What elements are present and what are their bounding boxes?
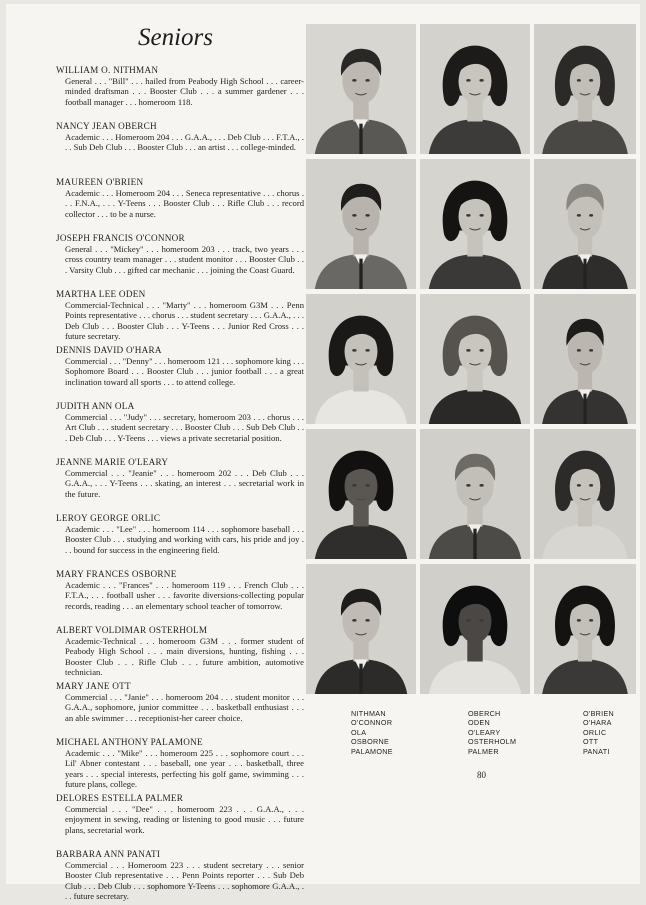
senior-bios: [56, 65, 304, 905]
portrait-illustration: [306, 429, 416, 559]
caption-name: O'BRIEN: [583, 709, 615, 718]
portrait-photo: [306, 294, 416, 424]
senior-name: BARBARA ANN PANATI: [56, 849, 161, 859]
portrait-photo: [534, 159, 636, 289]
senior-description: General . . . "Mickey" . . . homeroom 203 . . . track, two years . . . cross country team manager . . . student monitor . . . Booster Club . . . Varsity Club . . . gifted car mechanic . . . joining the Coast Guard.: [65, 244, 304, 275]
portrait-tie: [473, 529, 476, 559]
senior-bio: [56, 345, 304, 397]
senior-name: MAUREEN O'BRIEN: [56, 177, 144, 187]
senior-bio: [56, 625, 304, 677]
senior-description: General . . . "Bill" . . . hailed from Peabody High School . . . career-minded draftsman . . . Booster Club . . . a summer gardener . . . football manager . . . homeroom 118.: [65, 76, 304, 107]
portrait-eye: [352, 79, 356, 82]
portrait-illustration: [420, 159, 530, 289]
portrait-illustration: [534, 24, 636, 154]
portrait-photo: [534, 564, 636, 694]
senior-bio: [56, 793, 304, 845]
portrait-eye: [352, 484, 356, 487]
portrait-tie: [359, 664, 362, 694]
senior-bio: [56, 457, 304, 509]
portrait-illustration: [534, 564, 636, 694]
page-number: 80: [477, 770, 486, 780]
senior-bio: [56, 121, 304, 173]
portrait-illustration: [306, 294, 416, 424]
portrait-neck: [467, 235, 482, 257]
portrait-photo: [306, 24, 416, 154]
senior-description: Academic . . . Homeroom 204 . . . G.A.A., . . . Deb Club . . . F.T.A., . . . Sub Deb Club . . . Booster Club . . . an artist . . . college-minded.: [65, 132, 304, 153]
senior-description: Commercial . . . "Dee" . . . homeroom 223 . . . G.A.A., . . . enjoyment in sewing, reading or listening to good music . . . future plans, secretarial work.: [65, 804, 304, 835]
senior-name: DENNIS DAVID O'HARA: [56, 345, 162, 355]
yearbook-page: [6, 4, 640, 901]
portrait-eye: [466, 349, 470, 352]
senior-name: JUDITH ANN OLA: [56, 401, 135, 411]
portrait-illustration: [420, 24, 530, 154]
portrait-neck: [578, 505, 592, 527]
portrait-eye: [365, 79, 369, 82]
portrait-eye: [589, 349, 593, 352]
caption-name: PALAMONE: [351, 746, 393, 756]
senior-bio: [56, 65, 304, 117]
portrait-eye: [589, 619, 593, 622]
senior-bio: [56, 289, 304, 341]
portrait-eye: [589, 79, 593, 82]
portrait-eye: [365, 619, 369, 622]
portrait-eye: [577, 214, 581, 217]
portrait-neck: [353, 370, 368, 392]
senior-name: MICHAEL ANTHONY PALAMONE: [56, 737, 203, 747]
senior-name: DELORES ESTELLA PALMER: [56, 793, 184, 803]
portrait-eye: [479, 349, 483, 352]
portrait-photo: [534, 24, 636, 154]
portrait-eye: [577, 79, 581, 82]
portrait-illustration: [534, 159, 636, 289]
portrait-eye: [577, 619, 581, 622]
portrait-eye: [589, 214, 593, 217]
senior-description: Academic . . . Homeroom 204 . . . Seneca representative . . . chorus . . . F.N.A., . . . Y-Teens . . . Booster Club . . . Rifle Club . . . record collector . . . to be a nurse.: [65, 188, 304, 219]
caption-name: ODEN: [468, 718, 490, 728]
caption-name: NITHMAN: [351, 709, 386, 718]
senior-bio: [56, 401, 304, 453]
senior-name: NANCY JEAN OBERCH: [56, 121, 157, 131]
portrait-photo: [534, 429, 636, 559]
senior-description: Commercial . . . "Jeanie" . . . homeroom 202 . . . Deb Club . . . G.A.A., . . . Y-Teens . . . skating, an interest . . . secretarial work in the future.: [65, 468, 304, 499]
senior-bio: [56, 681, 304, 733]
senior-name: JEANNE MARIE O'LEARY: [56, 457, 169, 467]
senior-description: Commercial . . . "Janie" . . . homeroom 204 . . . student monitor . . . G.A.A., sophomore, junior committee . . . basketball enthusiast . . . an able swimmer . . . receptionist-her career choice.: [65, 692, 304, 723]
portrait-eye: [466, 79, 470, 82]
portrait-eye: [479, 484, 483, 487]
portrait-photo: [420, 159, 530, 289]
portrait-illustration: [420, 564, 530, 694]
caption-name: OLA: [351, 727, 367, 737]
caption-column-middle: [468, 709, 516, 756]
caption-name: O'LEARY: [468, 727, 501, 737]
senior-bio: [56, 849, 304, 901]
senior-name: MARY JANE OTT: [56, 681, 131, 691]
portrait-illustration: [534, 294, 636, 424]
portrait-illustration: [306, 564, 416, 694]
portrait-photo: [420, 564, 530, 694]
portrait-illustration: [306, 159, 416, 289]
portrait-photo: [420, 24, 530, 154]
portrait-tie: [359, 124, 362, 154]
portrait-eye: [466, 214, 470, 217]
portrait-eye: [479, 79, 483, 82]
portrait-photo: [534, 294, 636, 424]
senior-name: MARY FRANCES OSBORNE: [56, 569, 177, 579]
senior-description: Commercial . . . "Denny" . . . homeroom 121 . . . sophomore king . . . Sophomore Board . . . Booster Club . . . junior football . . . a great inclination toward all sports . . . to attend college.: [65, 356, 304, 387]
portrait-photo: [306, 564, 416, 694]
portrait-eye: [352, 214, 356, 217]
portrait-grid: [306, 24, 636, 694]
portrait-eye: [365, 214, 369, 217]
page-title: Seniors: [138, 24, 213, 51]
caption-column-left: [351, 709, 393, 756]
portrait-eye: [352, 619, 356, 622]
caption-name: O'HARA: [583, 718, 612, 728]
senior-name: LEROY GEORGE ORLIC: [56, 513, 161, 523]
portrait-tie: [359, 259, 362, 289]
caption-name: O'CONNOR: [351, 718, 393, 728]
senior-description: Academic-Technical . . . homeroom G3M . . . former student of Peabody High School . . . main diversions, hunting, fishing . . . Booster Club . . . Rifle Club . . . future ambition, automotive technician.: [65, 636, 304, 677]
caption-name: ORLIC: [583, 727, 607, 737]
senior-bio: [56, 177, 304, 229]
portrait-illustration: [420, 429, 530, 559]
portrait-eye: [365, 484, 369, 487]
senior-description: Academic . . . "Lee" . . . homeroom 114 . . . sophomore baseball . . . Booster Club . . . studying and working with cars, his pride and joy . . . bound for success in the engineering field.: [65, 524, 304, 555]
portrait-illustration: [306, 24, 416, 154]
caption-name: OSTERHOLM: [468, 737, 517, 747]
portrait-eye: [577, 349, 581, 352]
portrait-neck: [353, 505, 368, 527]
caption-name: OSBORNE: [351, 737, 390, 747]
portrait-tie: [583, 394, 586, 424]
senior-name: WILLIAM O. NITHMAN: [56, 65, 159, 75]
senior-description: Academic . . . "Frances" . . . homeroom 119 . . . French Club . . . F.T.A., . . . football usher . . . favorite diversions-collecting popular records, reading . . . an elementary school teacher of tomorrow.: [65, 580, 304, 611]
senior-bio: [56, 233, 304, 285]
portrait-eye: [589, 484, 593, 487]
portrait-photo: [306, 159, 416, 289]
portrait-photo: [420, 294, 530, 424]
portrait-eye: [479, 214, 483, 217]
portrait-eye: [352, 349, 356, 352]
portrait-eye: [577, 484, 581, 487]
senior-name: ALBERT VOLDIMAR OSTERHOLM: [56, 625, 208, 635]
senior-bio: [56, 737, 304, 789]
portrait-illustration: [534, 429, 636, 559]
senior-name: JOSEPH FRANCIS O'CONNOR: [56, 233, 185, 243]
portrait-eye: [479, 619, 483, 622]
caption-name: PANATI: [583, 746, 610, 756]
portrait-neck: [467, 370, 482, 392]
senior-description: Commercial-Technical . . . "Marty" . . . homeroom G3M . . . Penn Points representative . . . chorus . . . student secretary . . . G.A.A., . . . Deb Club . . . Booster Club . . . Y-Teens . . . Junior Red Cross . . . future secretary.: [65, 300, 304, 341]
portrait-eye: [466, 619, 470, 622]
senior-bio: [56, 513, 304, 565]
caption-name: OTT: [583, 737, 599, 747]
portrait-tie: [583, 259, 586, 289]
caption-name: PALMER: [468, 746, 499, 756]
senior-description: Academic . . . "Mike" . . . homeroom 225 . . . sophomore court . . . Lil' Abner contestant . . . baseball, one year . . . basketball, three years . . . special interests, perfecting his golf game, swimming . . . future plans, college.: [65, 748, 304, 789]
portrait-eye: [365, 349, 369, 352]
portrait-illustration: [420, 294, 530, 424]
senior-bio: [56, 569, 304, 621]
portrait-photo: [306, 429, 416, 559]
caption-name: OBERCH: [468, 709, 501, 718]
caption-column-right: [583, 709, 614, 756]
portrait-photo: [420, 429, 530, 559]
senior-description: Commercial . . . Homeroom 223 . . . student secretary . . . senior Booster Club representative . . . Penn Points reporter . . . Sub Deb Club . . . Deb Club . . . sophomore Y-Teens . . . sophomore G.A.A., . . . future secretary.: [65, 860, 304, 901]
senior-name: MARTHA LEE ODEN: [56, 289, 146, 299]
portrait-eye: [466, 484, 470, 487]
senior-description: Commercial . . . "Judy" . . . secretary, homeroom 203 . . . chorus . . . Art Club . . . student secretary . . . Booster Club . . . Sub Deb Club . . . Deb Club . . . Y-Teens . . . views a private secretarial position.: [65, 412, 304, 443]
